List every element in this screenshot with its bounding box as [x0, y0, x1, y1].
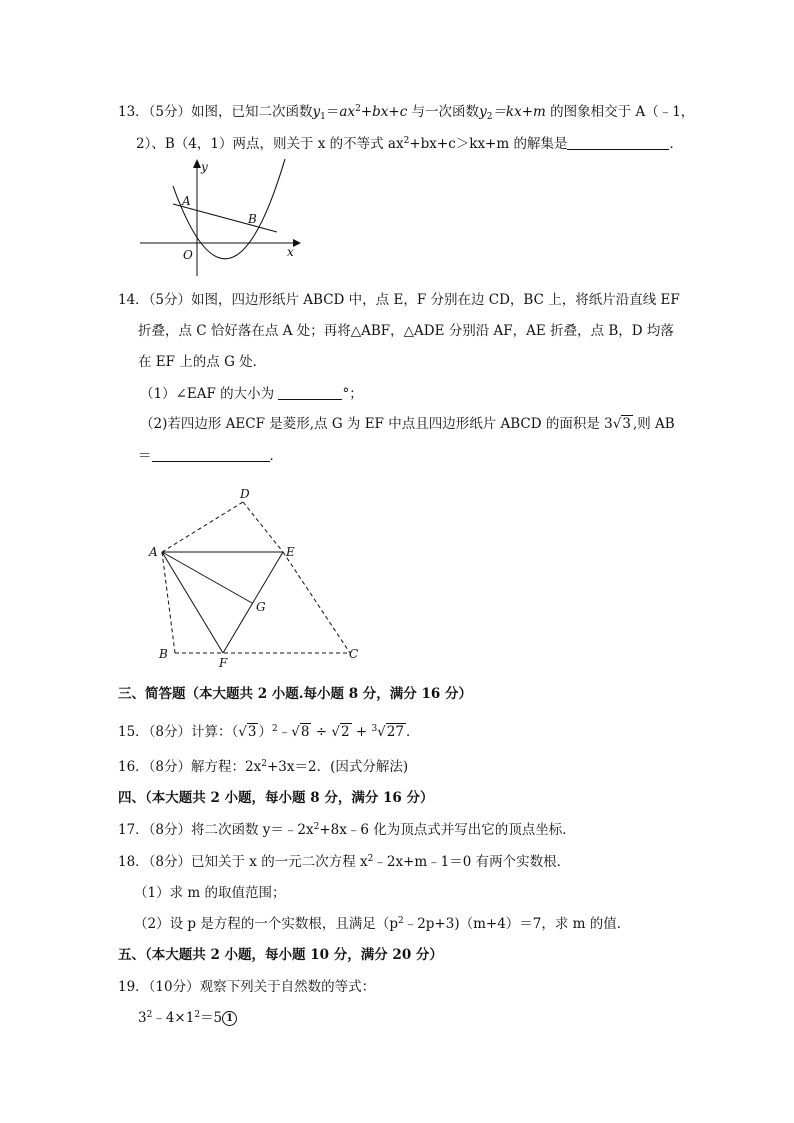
label-x: x	[287, 245, 294, 259]
section-5-heading: 五、（本大题共 2 小题，每小题 10 分，满分 20 分）	[118, 947, 443, 963]
q14-part2-cont: ＝ ．	[138, 448, 283, 464]
q14-line1: 14．（5分）如图，四边形纸片 ABCD 中，点 E，F 分别在边 CD，BC 上，将纸片沿直线 EF	[118, 292, 680, 308]
label-B: B	[248, 212, 257, 226]
q13-line1: 13．（5分）如图，已知二次函数$y_1=ax^2+bx+c$ 与一次函数$y_2=kx+m$ 的图象相交于 A（﹣1，	[118, 104, 695, 122]
label-A: A	[182, 194, 191, 208]
answer-blank[interactable]	[567, 135, 669, 150]
q19-eq1: $3^2﹣4\times 1^2=5$ 1	[138, 1008, 237, 1028]
q14-part1: （1）∠EAF 的大小为 °；	[140, 386, 363, 402]
section-4-heading: 四、（本大题共 2 小题，每小题 8 分，满分 16 分）	[118, 790, 434, 806]
q18-part2: （2）设 p 是方程的一个实数根，且满足$(p^2﹣2p+3)(m+4)=7$，求 m 的值．	[134, 916, 631, 932]
q15: 15．（8分）计算：（√3 ）$^2$﹣√8 ÷ √2 + $^3$√27 ．	[118, 724, 420, 740]
label-A: A	[149, 545, 158, 559]
circled-number: 1	[222, 1011, 237, 1026]
q19: 19．（10分）观察下列关于自然数的等式：	[118, 979, 376, 995]
label-D: D	[240, 487, 250, 501]
label-E: E	[286, 545, 295, 559]
label-C: C	[349, 647, 359, 661]
label-y: y	[201, 160, 208, 174]
section-3-heading: 三、简答题（本大题共 2 小题.每小题 8 分，满分 16 分）	[118, 686, 472, 702]
q14-part2: （2)若四边形 AECF 是菱形,点 G 为 EF 中点且四边形纸片 ABCD 的面积是 3√3 ,则 AB	[140, 416, 675, 432]
q13-graph	[135, 156, 305, 281]
sqrt-symbol: √3	[612, 416, 631, 432]
label-G: G	[256, 600, 266, 614]
q17: 17．（8分）将二次函数 $y=﹣2x^2+8x﹣6$ 化为顶点式并写出它的顶点坐标．	[118, 822, 576, 838]
q13-line2: 2）、B（4，1）两点，则关于 x 的不等式 $ax^2+bx+c>kx+m$ 的解集是 ．	[136, 136, 683, 152]
answer-blank[interactable]	[278, 385, 342, 400]
q18: 18．（8分）已知关于 x 的一元二次方程 $x^2﹣2x+m﹣1=0$ 有两个实数根．	[118, 854, 571, 870]
q18-part1: （1）求 m 的取值范围；	[134, 885, 286, 901]
q16: 16．（8分）解方程：$2x^2+3x=2$．(因式分解法)	[118, 759, 409, 775]
label-F: F	[219, 656, 228, 670]
answer-blank[interactable]	[152, 447, 270, 462]
q14-line3: 在 EF 上的点 G 处．	[138, 354, 267, 370]
label-O: O	[183, 248, 193, 262]
label-B: B	[159, 647, 168, 661]
q14-figure	[145, 482, 370, 672]
q14-line2: 折叠，点 C 恰好落在点 A 处；再将△ABF，△ADE 分别沿 AF，AE 折叠，点 B，D 均落	[138, 323, 674, 339]
